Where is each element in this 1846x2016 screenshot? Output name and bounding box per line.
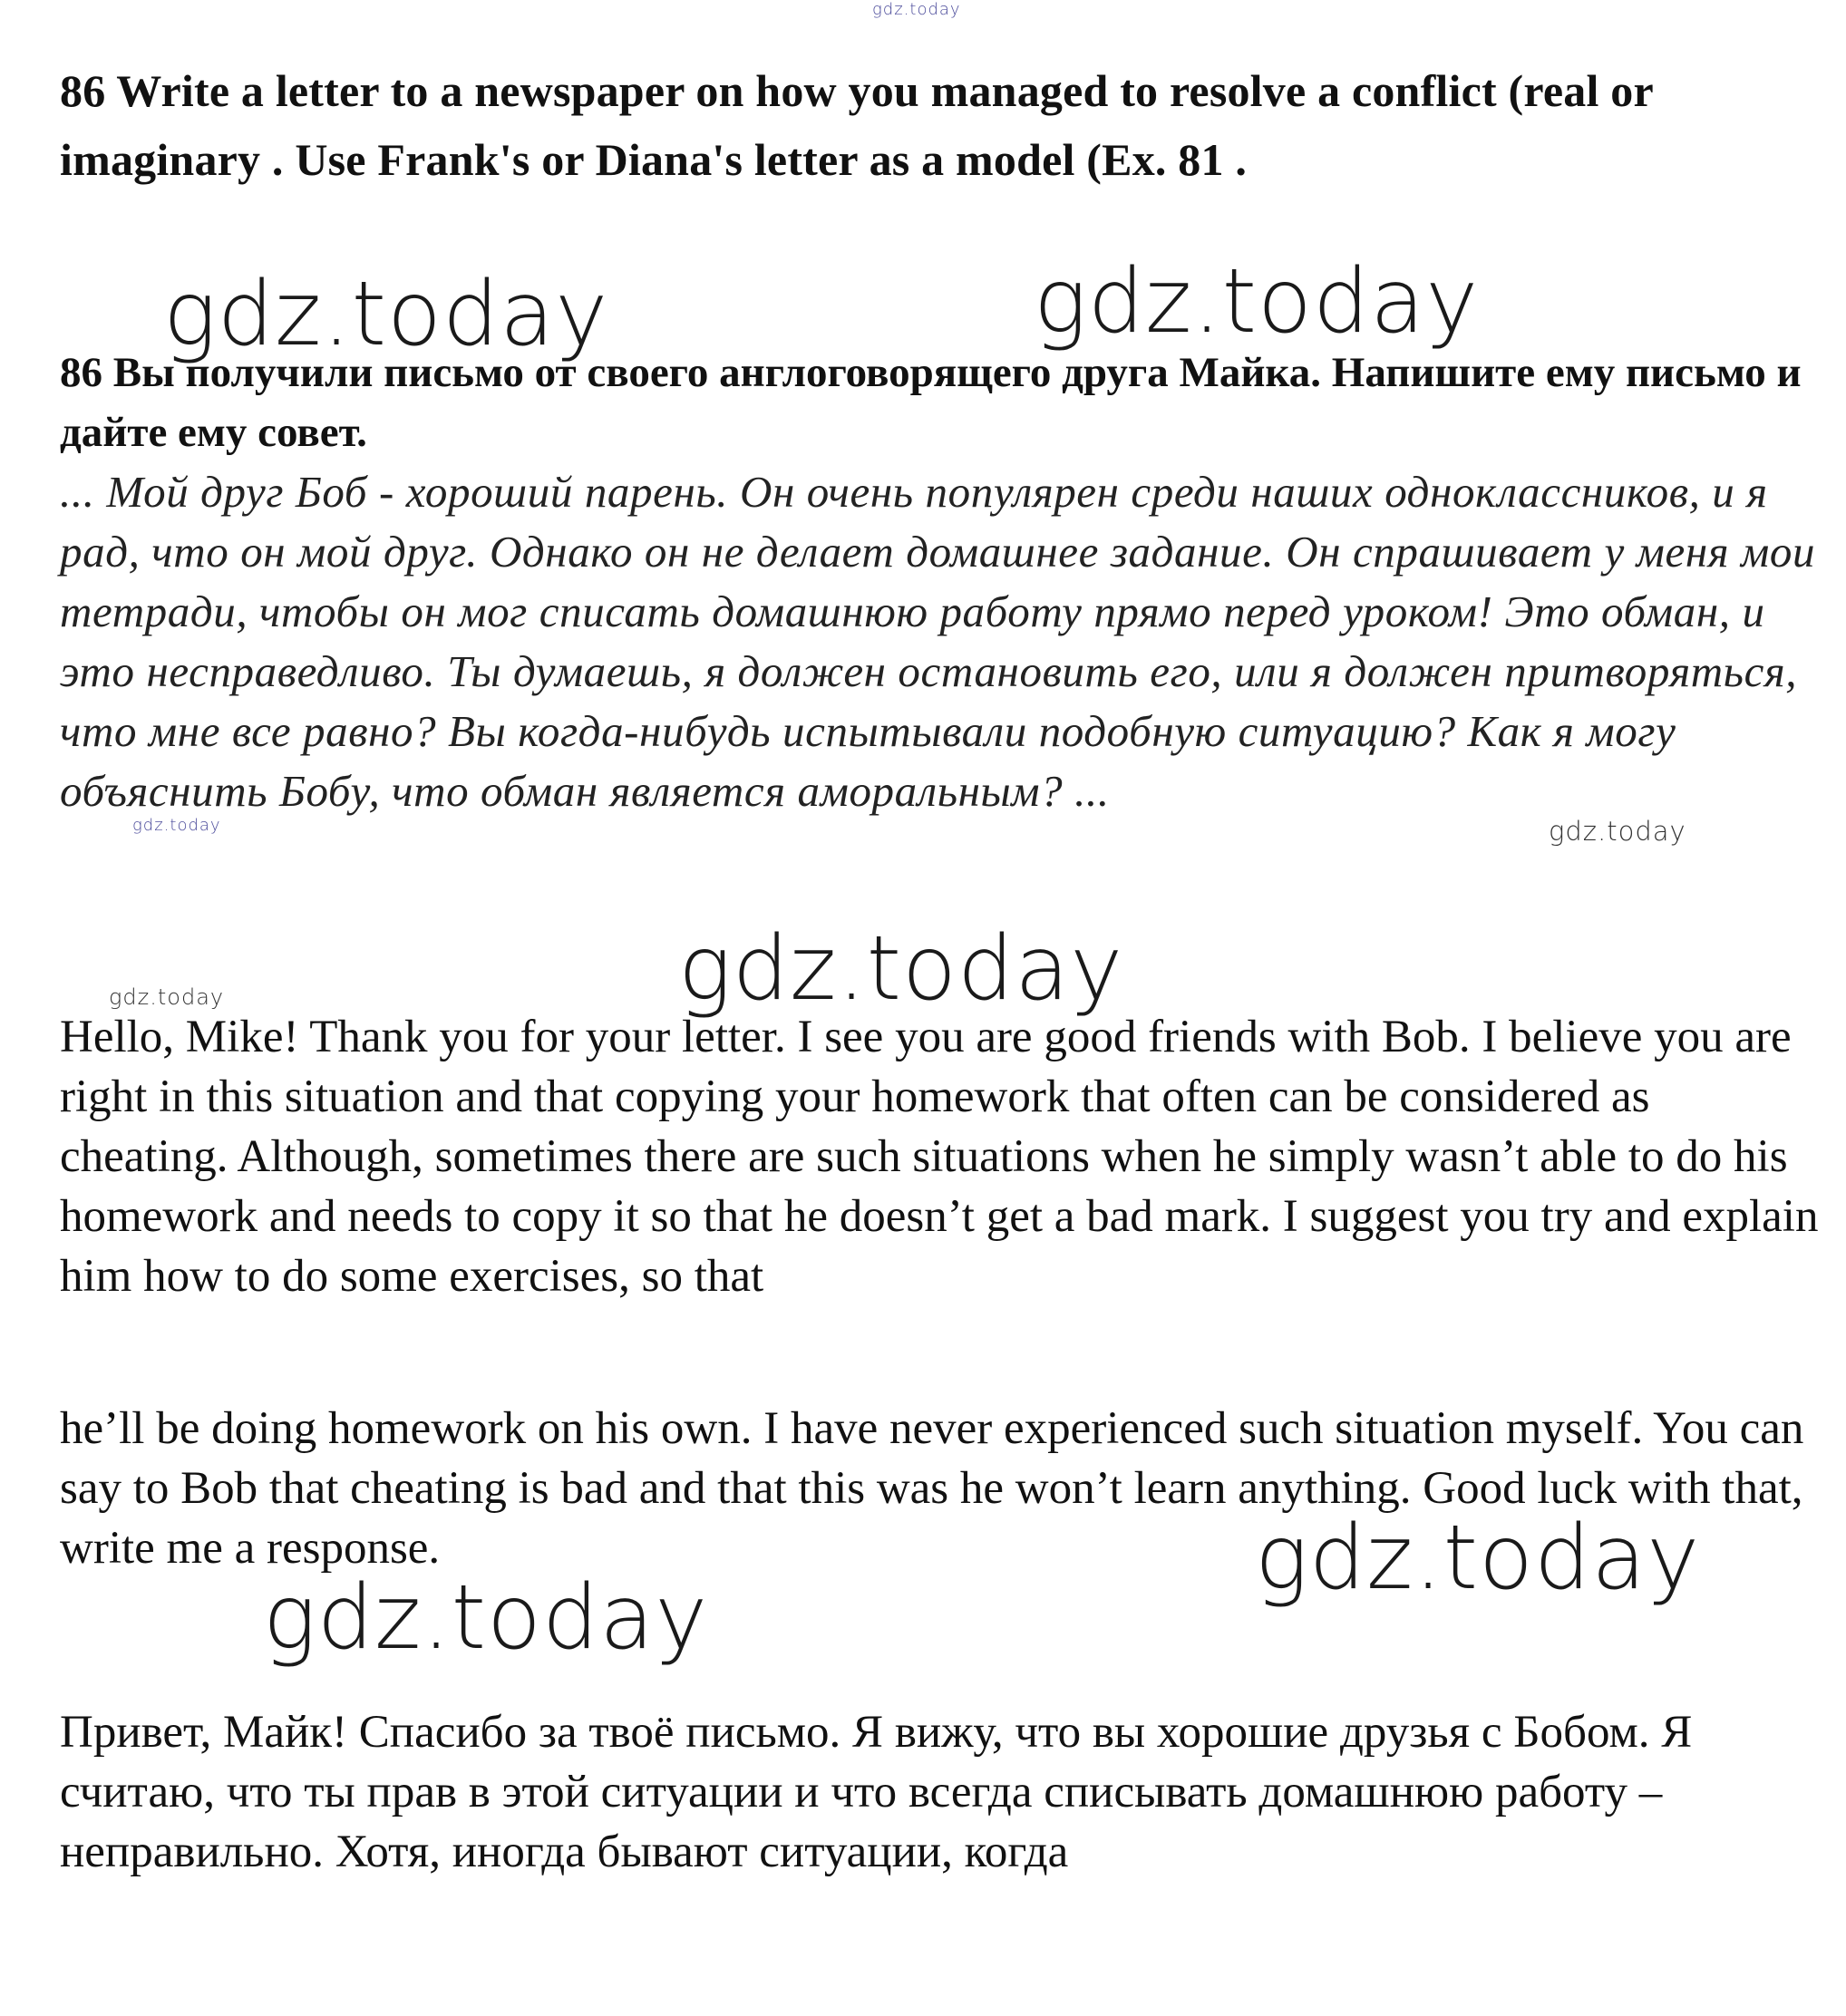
watermark-small-left: gdz.today [109,984,225,1010]
watermark-right-2: gdz.today [1255,1507,1701,1610]
answer-text-en-part2: he’ll be doing homework on his own. I have never experienced such situation myself. You can say to Bob that cheating is bad and that this was he won’t learn anything. Good luck with that, write me a response. [60,1403,1804,1574]
watermark-top: gdz.today [872,0,961,19]
watermark-left-1: gdz.today [163,263,609,366]
mike-letter-text: ... Мой друг Боб - хороший парень. Он очень популярен среди наших одноклассников, и я рад, что он мой друг. Однако он не делает домашнее задание. Он спрашивает у меня мои тетради, чтобы он мог списать домашнюю работу прямо перед уроком! Это обман, и это несправедливо. Ты думаешь, я должен остановить его, или я должен притворяться, что мне все равно? Вы когда-нибудь испытывали подобную ситуацию? Как я могу объяснить Бобу, что обман является аморальным? ... [60,467,1816,816]
task-title-en: 86 Write a letter to a newspaper on how you managed to resolve a conflict (real or imaginary . Use Frank's or Diana's letter as a model (Ex. 81 . [60,65,1653,185]
watermark-left-2: gdz.today [263,1566,709,1670]
answer-text-ru: Привет, Майк! Спасибо за твоё письмо. Я вижу, что вы хорошие друзья с Бобом. Я считаю, что ты прав в этой ситуации и что всегда списывать домашнюю работу – неправильно. Хотя, иногда бывают ситуации, когда [60,1707,1693,1877]
task-title-ru: 86 Вы получили письмо от своего англоговорящего друга Майка. Напишите ему письмо и дайте ему совет. [60,349,1802,456]
watermark-center: gdz.today [678,917,1124,1021]
watermark-tiny-left: gdz.today [132,816,221,835]
answer-text-en-part1: Hello, Mike! Thank you for your letter. I see you are good friends with Bob. I believe you are right in this situation and that copying your homework that often can be considered as cheating. Although, sometimes there are such situations when he simply wasn’t able to do his homework and needs to copy it so that he doesn’t get a bad mark. I suggest you try and explain him how to do some exercises, so that [60,1012,1819,1302]
watermark-right-1: gdz.today [1034,250,1480,354]
watermark-small-right: gdz.today [1549,816,1686,847]
